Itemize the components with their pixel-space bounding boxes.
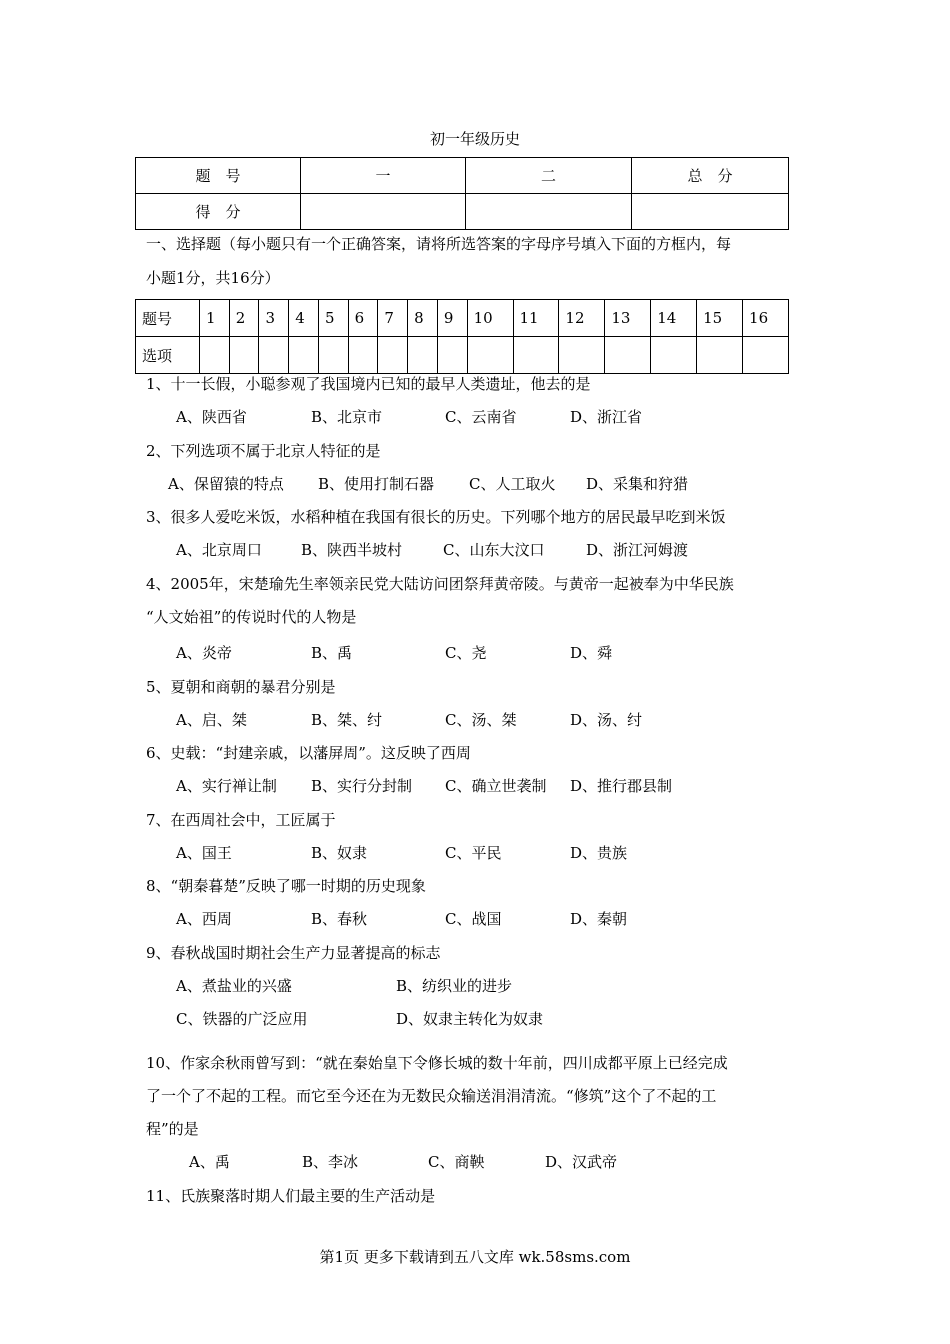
answer-cell[interactable] [289,337,319,374]
score-cell[interactable] [466,194,632,230]
answer-cell[interactable] [743,337,789,374]
page-title: 初一年级历史 [429,130,520,148]
answer-cell[interactable] [605,337,651,374]
answer-option[interactable]: D、秦朝 [570,910,628,928]
answer-cell[interactable] [467,337,513,374]
score-cell[interactable] [632,194,789,230]
question-number-cell: 3 [259,300,289,337]
header-cell: 一 [301,158,466,194]
question-stem: 10、作家余秋雨曾写到：“就在秦始皇下令修长城的数十年前，四川成都平原上已经完成 [146,1054,728,1072]
answer-cell[interactable] [559,337,605,374]
score-cell[interactable] [301,194,466,230]
answer-option[interactable]: C、确立世袭制 [445,777,547,795]
answer-option[interactable]: B、李冰 [302,1153,359,1171]
answer-option[interactable]: A、实行禅让制 [176,777,277,795]
answer-option[interactable]: C、战国 [445,910,502,928]
header-cell: 总 分 [632,158,789,194]
answer-cell[interactable] [513,337,559,374]
answer-option[interactable]: A、禹 [189,1153,230,1171]
answer-option[interactable]: B、奴隶 [311,844,368,862]
answer-option[interactable]: A、启、桀 [176,711,247,729]
question-number-cell: 7 [378,300,408,337]
row-label: 选项 [136,337,200,374]
answer-cell[interactable] [651,337,697,374]
question-number-cell: 13 [605,300,651,337]
answer-option[interactable]: B、实行分封制 [311,777,413,795]
question-number-cell: 6 [348,300,378,337]
answer-cell[interactable] [318,337,348,374]
answer-option[interactable]: A、西周 [176,910,232,928]
answer-cell[interactable] [697,337,743,374]
answer-option[interactable]: A、煮盐业的兴盛 [176,977,292,995]
answer-option[interactable]: A、炎帝 [176,644,232,662]
answer-option[interactable]: B、桀、纣 [311,711,383,729]
answer-option[interactable]: B、纺织业的进步 [396,977,513,995]
answer-option[interactable]: C、尧 [445,644,487,662]
answer-option[interactable]: D、推行郡县制 [570,777,673,795]
answer-option[interactable]: B、春秋 [311,910,368,928]
answer-option[interactable]: D、奴隶主转化为奴隶 [396,1010,544,1028]
question-stem-continued: 程”的是 [146,1120,199,1138]
answer-option[interactable]: B、使用打制石器 [318,475,435,493]
answer-table [135,299,789,374]
question-stem: 1、十一长假，小聪参观了我国境内已知的最早人类遗址，他去的是 [146,375,591,393]
question-stem: 5、夏朝和商朝的暴君分别是 [146,678,336,696]
question-number-cell: 1 [200,300,230,337]
table-row [136,194,789,230]
question-number-cell: 15 [697,300,743,337]
question-stem: 9、春秋战国时期社会生产力显著提高的标志 [146,944,441,962]
question-number-cell: 16 [743,300,789,337]
answer-cell[interactable] [229,337,259,374]
answer-cell[interactable] [259,337,289,374]
question-number-cell: 8 [408,300,438,337]
answer-option[interactable]: A、保留猿的特点 [168,475,284,493]
answer-option[interactable]: C、商鞅 [428,1153,485,1171]
score-table [135,157,789,230]
header-cell: 二 [466,158,632,194]
answer-option[interactable]: D、舜 [570,644,613,662]
answer-option[interactable]: A、陕西省 [176,408,247,426]
question-stem: 11、氏族聚落时期人们最主要的生产活动是 [146,1187,436,1205]
header-cell: 题 号 [136,158,301,194]
answer-option[interactable]: C、铁器的广泛应用 [176,1010,308,1028]
answer-option[interactable]: B、北京市 [311,408,383,426]
answer-option[interactable]: D、采集和狩猎 [586,475,689,493]
answer-option[interactable]: C、山东大汶口 [443,541,545,559]
answer-option[interactable]: A、国王 [176,844,232,862]
answer-option[interactable]: D、浙江省 [570,408,643,426]
answer-option[interactable]: B、陕西半坡村 [301,541,403,559]
answer-option[interactable]: D、汉武帝 [545,1153,618,1171]
answer-cell[interactable] [437,337,467,374]
question-stem: 2、下列选项不属于北京人特征的是 [146,442,381,460]
answer-cell[interactable] [200,337,230,374]
question-stem: 8、“朝秦暮楚”反映了哪一时期的历史现象 [146,877,426,895]
question-number-cell: 10 [467,300,513,337]
section-instruction: 小题1分，共16分） [146,269,280,287]
question-stem: 3、很多人爱吃米饭，水稻种植在我国有很长的历史。下列哪个地方的居民最早吃到米饭 [146,508,726,526]
question-number-cell: 5 [318,300,348,337]
answer-option[interactable]: D、浙江河姆渡 [586,541,689,559]
table-row [136,158,789,194]
answer-cell[interactable] [348,337,378,374]
answer-option[interactable]: A、北京周口 [176,541,262,559]
question-stem-continued: “人文始祖”的传说时代的人物是 [146,608,357,626]
question-number-cell: 2 [229,300,259,337]
answer-option[interactable]: B、禹 [311,644,353,662]
question-number-cell: 11 [513,300,559,337]
section-instruction: 一、选择题（每小题只有一个正确答案，请将所选答案的字母序号填入下面的方框内，每 [146,235,732,253]
answer-option[interactable]: D、汤、纣 [570,711,643,729]
page-footer: 第1页 更多下载请到五八文库 wk.58sms.com [319,1248,631,1266]
answer-option[interactable]: C、云南省 [445,408,517,426]
question-number-cell: 9 [437,300,467,337]
answer-cell[interactable] [378,337,408,374]
answer-option[interactable]: C、平民 [445,844,502,862]
table-row [136,337,789,374]
row-label: 题号 [136,300,200,337]
question-stem: 7、在西周社会中，工匠属于 [146,811,336,829]
answer-option[interactable]: C、人工取火 [469,475,556,493]
question-stem: 6、史载：“封建亲戚，以藩屏周”。这反映了西周 [146,744,471,762]
question-number-cell: 12 [559,300,605,337]
table-row [136,300,789,337]
question-number-cell: 4 [289,300,319,337]
question-stem-continued: 了一个了不起的工程。而它至今还在为无数民众输送涓涓清流。“修筑”这个了不起的工 [146,1087,717,1105]
question-number-cell: 14 [651,300,697,337]
question-stem: 4、2005年，宋楚瑜先生率领亲民党大陆访问团祭拜黄帝陵。与黄帝一起被奉为中华民族 [146,575,734,593]
answer-cell[interactable] [408,337,438,374]
row-label: 得 分 [136,194,301,230]
answer-option[interactable]: D、贵族 [570,844,628,862]
answer-option[interactable]: C、汤、桀 [445,711,517,729]
